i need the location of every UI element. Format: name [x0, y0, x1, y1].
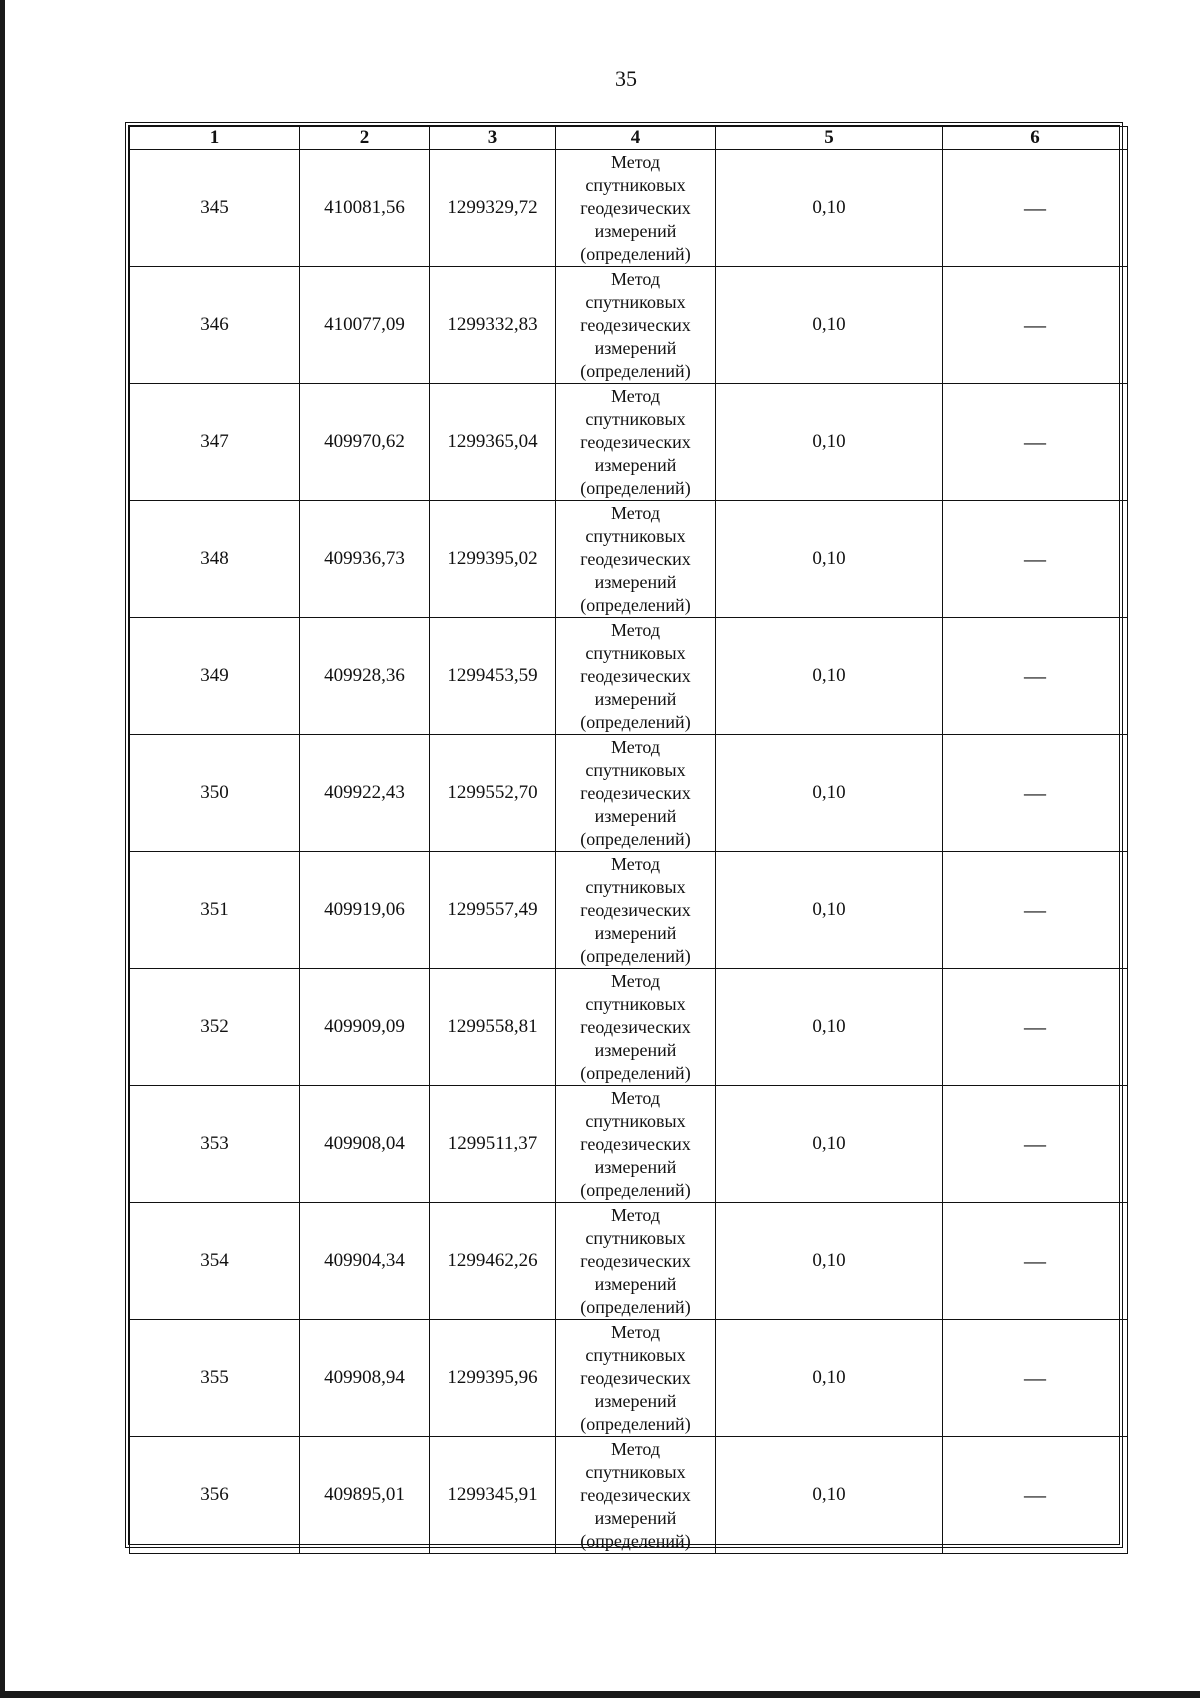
note-cell: — — [943, 267, 1128, 384]
method-line: (определений) — [580, 711, 691, 732]
header-row — [130, 127, 1128, 150]
method-line: геодезических — [580, 1250, 691, 1271]
table-row — [130, 1203, 1128, 1320]
coordinate-y-cell: 1299365,04 — [430, 384, 556, 501]
method-line: Метод — [610, 619, 661, 640]
method-line: (определений) — [580, 1179, 691, 1200]
coordinate-y-cell: 1299332,83 — [430, 267, 556, 384]
point-number-cell: 349 — [130, 618, 300, 735]
accuracy-cell: 0,10 — [716, 1437, 943, 1554]
table-row — [130, 735, 1128, 852]
note-cell: — — [943, 852, 1128, 969]
column-header-3: 3 — [430, 127, 556, 150]
method-line: спутниковых — [585, 1227, 686, 1248]
coordinate-y-cell: 1299395,02 — [430, 501, 556, 618]
method-line: (определений) — [580, 828, 691, 849]
point-number-cell: 348 — [130, 501, 300, 618]
note-cell: — — [943, 1203, 1128, 1320]
coordinate-x-cell: 409908,04 — [300, 1086, 430, 1203]
coordinate-y-cell: 1299345,91 — [430, 1437, 556, 1554]
table-row — [130, 969, 1128, 1086]
method-line: измерений — [594, 571, 677, 592]
scan-border-left — [0, 0, 5, 1698]
method-line: геодезических — [580, 197, 691, 218]
method-line: Метод — [610, 970, 661, 991]
table-row — [130, 384, 1128, 501]
method-cell — [556, 1203, 716, 1320]
method-line: (определений) — [580, 360, 691, 381]
method-cell — [556, 969, 716, 1086]
table-row — [130, 852, 1128, 969]
method-line: измерений — [594, 688, 677, 709]
method-cell — [556, 501, 716, 618]
method-line: (определений) — [580, 1062, 691, 1083]
method-line: (определений) — [580, 1413, 691, 1434]
coordinate-x-cell: 409922,43 — [300, 735, 430, 852]
point-number-cell: 353 — [130, 1086, 300, 1203]
accuracy-cell: 0,10 — [716, 735, 943, 852]
method-line: (определений) — [580, 477, 691, 498]
coordinate-x-cell: 409895,01 — [300, 1437, 430, 1554]
table-row — [130, 1437, 1128, 1554]
method-cell — [556, 735, 716, 852]
coordinate-y-cell: 1299462,26 — [430, 1203, 556, 1320]
method-line: Метод — [610, 268, 661, 289]
method-line: спутниковых — [585, 993, 686, 1014]
method-line: геодезических — [580, 1367, 691, 1388]
note-cell: — — [943, 501, 1128, 618]
note-cell: — — [943, 969, 1128, 1086]
coordinate-y-cell: 1299329,72 — [430, 150, 556, 267]
coordinate-x-cell: 409908,94 — [300, 1320, 430, 1437]
accuracy-cell: 0,10 — [716, 150, 943, 267]
method-line: Метод — [610, 1204, 661, 1225]
method-cell — [556, 1437, 716, 1554]
method-line: измерений — [594, 922, 677, 943]
method-line: измерений — [594, 1390, 677, 1411]
method-line: измерений — [594, 337, 677, 358]
method-line: геодезических — [580, 1133, 691, 1154]
table-body — [130, 150, 1128, 1554]
point-number-cell: 347 — [130, 384, 300, 501]
point-number-cell: 356 — [130, 1437, 300, 1554]
point-number-cell: 352 — [130, 969, 300, 1086]
table-row — [130, 150, 1128, 267]
method-line: Метод — [610, 1087, 661, 1108]
column-header-1: 1 — [130, 127, 300, 150]
method-line: спутниковых — [585, 876, 686, 897]
method-line: геодезических — [580, 665, 691, 686]
point-number-cell: 355 — [130, 1320, 300, 1437]
method-line: спутниковых — [585, 1461, 686, 1482]
method-line: измерений — [594, 805, 677, 826]
note-cell: — — [943, 1437, 1128, 1554]
accuracy-cell: 0,10 — [716, 384, 943, 501]
method-line: геодезических — [580, 782, 691, 803]
coordinate-y-cell: 1299557,49 — [430, 852, 556, 969]
coordinates-table-frame — [125, 122, 1123, 1551]
method-line: Метод — [610, 151, 661, 172]
method-line: измерений — [594, 1507, 677, 1528]
method-line: измерений — [594, 220, 677, 241]
point-number-cell: 345 — [130, 150, 300, 267]
coordinate-x-cell: 410081,56 — [300, 150, 430, 267]
note-cell: — — [943, 150, 1128, 267]
point-number-cell: 346 — [130, 267, 300, 384]
coordinate-y-cell: 1299558,81 — [430, 969, 556, 1086]
column-header-5: 5 — [716, 127, 943, 150]
method-line: Метод — [610, 736, 661, 757]
table-header — [130, 127, 1128, 150]
method-line: спутниковых — [585, 759, 686, 780]
coordinate-x-cell: 409970,62 — [300, 384, 430, 501]
method-line: (определений) — [580, 243, 691, 264]
note-cell: — — [943, 1320, 1128, 1437]
method-line: спутниковых — [585, 408, 686, 429]
method-line: измерений — [594, 454, 677, 475]
method-cell — [556, 852, 716, 969]
method-line: спутниковых — [585, 174, 686, 195]
coordinate-y-cell: 1299453,59 — [430, 618, 556, 735]
method-cell — [556, 384, 716, 501]
table-row — [130, 267, 1128, 384]
accuracy-cell: 0,10 — [716, 267, 943, 384]
table-row — [130, 618, 1128, 735]
point-number-cell: 354 — [130, 1203, 300, 1320]
accuracy-cell: 0,10 — [716, 618, 943, 735]
method-line: (определений) — [580, 1530, 691, 1551]
coordinates-table — [129, 126, 1128, 1554]
coordinate-x-cell: 409928,36 — [300, 618, 430, 735]
method-line: спутниковых — [585, 1344, 686, 1365]
method-line: геодезических — [580, 548, 691, 569]
method-line: спутниковых — [585, 642, 686, 663]
accuracy-cell: 0,10 — [716, 1086, 943, 1203]
method-line: спутниковых — [585, 291, 686, 312]
table-row — [130, 501, 1128, 618]
point-number-cell: 351 — [130, 852, 300, 969]
coordinate-x-cell: 410077,09 — [300, 267, 430, 384]
method-line: геодезических — [580, 1016, 691, 1037]
method-line: Метод — [610, 385, 661, 406]
accuracy-cell: 0,10 — [716, 969, 943, 1086]
accuracy-cell: 0,10 — [716, 1320, 943, 1437]
method-line: Метод — [610, 502, 661, 523]
coordinate-y-cell: 1299552,70 — [430, 735, 556, 852]
point-number-cell: 350 — [130, 735, 300, 852]
method-line: (определений) — [580, 1296, 691, 1317]
note-cell: — — [943, 384, 1128, 501]
coordinate-y-cell: 1299395,96 — [430, 1320, 556, 1437]
coordinate-x-cell: 409919,06 — [300, 852, 430, 969]
method-cell — [556, 150, 716, 267]
table-row — [130, 1320, 1128, 1437]
method-line: спутниковых — [585, 525, 686, 546]
accuracy-cell: 0,10 — [716, 852, 943, 969]
method-line: измерений — [594, 1273, 677, 1294]
method-cell — [556, 1320, 716, 1437]
method-line: Метод — [610, 853, 661, 874]
method-line: спутниковых — [585, 1110, 686, 1131]
method-line: геодезических — [580, 1484, 691, 1505]
method-line: геодезических — [580, 314, 691, 335]
method-line: (определений) — [580, 594, 691, 615]
table-row — [130, 1086, 1128, 1203]
method-line: геодезических — [580, 899, 691, 920]
method-line: (определений) — [580, 945, 691, 966]
method-line: измерений — [594, 1039, 677, 1060]
column-header-2: 2 — [300, 127, 430, 150]
coordinate-y-cell: 1299511,37 — [430, 1086, 556, 1203]
accuracy-cell: 0,10 — [716, 1203, 943, 1320]
accuracy-cell: 0,10 — [716, 501, 943, 618]
method-line: Метод — [610, 1438, 661, 1459]
method-line: измерений — [594, 1156, 677, 1177]
column-header-4: 4 — [556, 127, 716, 150]
coordinate-x-cell: 409904,34 — [300, 1203, 430, 1320]
method-cell — [556, 1086, 716, 1203]
coordinate-x-cell: 409909,09 — [300, 969, 430, 1086]
method-line: геодезических — [580, 431, 691, 452]
coordinate-x-cell: 409936,73 — [300, 501, 430, 618]
method-cell — [556, 267, 716, 384]
note-cell: — — [943, 618, 1128, 735]
method-line: Метод — [610, 1321, 661, 1342]
note-cell: — — [943, 735, 1128, 852]
page-number: 35 — [615, 66, 637, 91]
method-cell — [556, 618, 716, 735]
note-cell: — — [943, 1086, 1128, 1203]
scan-border-bottom — [0, 1691, 1200, 1698]
column-header-6: 6 — [943, 127, 1128, 150]
